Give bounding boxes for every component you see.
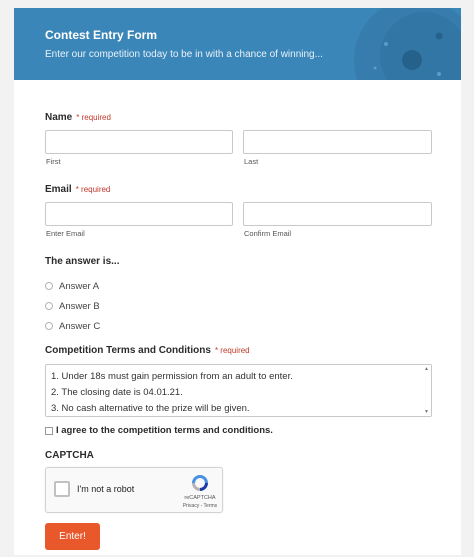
recaptcha-brand: reCAPTCHA bbox=[184, 495, 216, 501]
terms-label bbox=[45, 345, 250, 356]
recaptcha-widget bbox=[45, 467, 223, 513]
scroll-up-icon[interactable]: ▲ bbox=[424, 366, 429, 372]
last-name-sublabel: Last bbox=[244, 157, 259, 166]
first-name-input[interactable] bbox=[45, 130, 233, 154]
terms-line: 1. Under 18s must gain permission from an adult to enter. bbox=[51, 371, 293, 382]
name-label-text: Name bbox=[45, 112, 73, 123]
confirm-email-input[interactable] bbox=[243, 202, 432, 226]
not-robot-checkbox[interactable] bbox=[54, 481, 70, 497]
first-name-sublabel: First bbox=[46, 157, 61, 166]
terms-required-marker: * required bbox=[214, 346, 250, 355]
name-label bbox=[45, 112, 111, 123]
enter-submit-button[interactable]: Enter! bbox=[45, 523, 100, 550]
email-label-text: Email bbox=[45, 184, 72, 195]
agree-terms-label: I agree to the competition terms and conditions. bbox=[56, 425, 273, 436]
terms-label-text: Competition Terms and Conditions bbox=[45, 345, 211, 356]
radio-button[interactable] bbox=[45, 322, 53, 330]
radio-button[interactable] bbox=[45, 282, 53, 290]
terms-scrollbar[interactable] bbox=[423, 366, 430, 415]
question-label: The answer is... bbox=[45, 256, 120, 267]
email-label bbox=[45, 184, 110, 195]
radio-button[interactable] bbox=[45, 302, 53, 310]
form-header-banner bbox=[14, 8, 461, 80]
email-required-marker: * required bbox=[75, 185, 111, 194]
confirm-email-sublabel: Confirm Email bbox=[244, 229, 292, 238]
name-required-marker: * required bbox=[76, 113, 111, 122]
form-card bbox=[14, 8, 461, 555]
captcha-heading: CAPTCHA bbox=[45, 450, 94, 461]
answer-option[interactable] bbox=[45, 279, 99, 293]
answer-option[interactable] bbox=[45, 319, 100, 333]
answer-option[interactable] bbox=[45, 299, 100, 313]
answer-label: Answer C bbox=[59, 320, 101, 332]
email-input[interactable] bbox=[45, 202, 233, 226]
form-subtitle: Enter our competition today to be in with a chance of winning... bbox=[45, 49, 323, 60]
email-sublabel: Enter Email bbox=[46, 229, 85, 238]
terms-line: 2. The closing date is 04.01.21. bbox=[51, 387, 183, 398]
answer-label: Answer A bbox=[59, 280, 100, 292]
recaptcha-icon bbox=[190, 473, 210, 493]
answer-label: Answer B bbox=[59, 300, 100, 312]
not-robot-label: I'm not a robot bbox=[77, 484, 135, 494]
agree-terms-option[interactable] bbox=[45, 425, 273, 436]
banner-decoration bbox=[14, 8, 461, 80]
recaptcha-privacy-terms-links[interactable]: Privacy - Terms bbox=[182, 503, 218, 509]
terms-textbox[interactable] bbox=[45, 364, 432, 417]
scroll-down-icon[interactable]: ▼ bbox=[424, 409, 429, 415]
form-title: Contest Entry Form bbox=[45, 28, 158, 42]
agree-terms-checkbox[interactable] bbox=[45, 427, 53, 435]
terms-line: 3. No cash alternative to the prize will be given. bbox=[51, 403, 250, 414]
last-name-input[interactable] bbox=[243, 130, 432, 154]
